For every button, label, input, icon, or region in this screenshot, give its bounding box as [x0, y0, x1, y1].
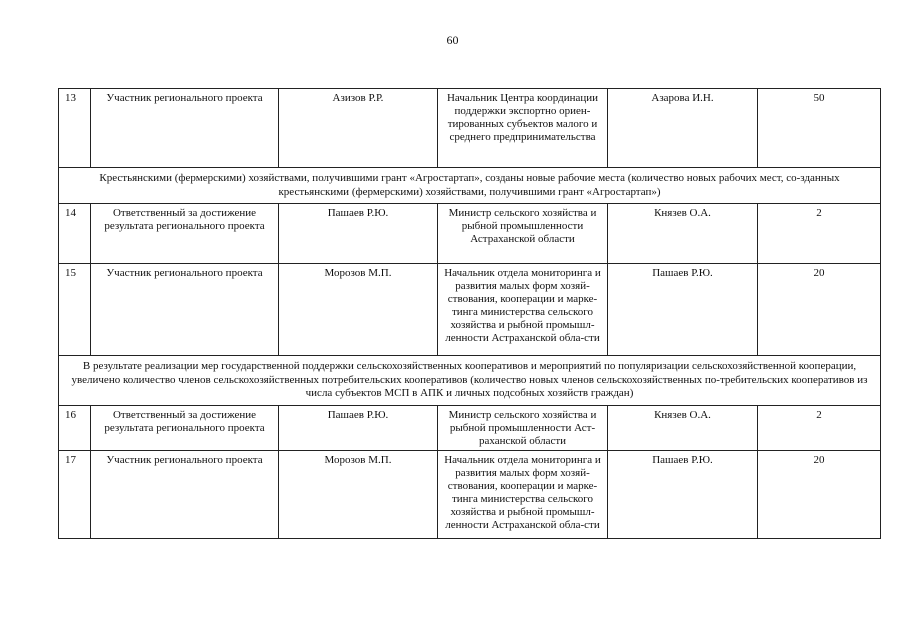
- role-cell: Участник регионального проекта: [91, 450, 279, 538]
- section-heading: В результате реализации мер государственной поддержки сельскохозяйственных кооперативов и мероприятий по популяризации сельскохозяйственной кооперации, увеличено количество членов сельскохозяйственных потребительских кооперативов (количество новых членов сельскохозяйственных по-требительских кооперативов из числа субъектов МСП в АПК и личных подсобных хозяйств граждан): [59, 356, 881, 406]
- role-cell: Участник регионального проекта: [91, 89, 279, 168]
- row-number: 15: [59, 264, 91, 356]
- name-cell: Пашаев Р.Ю.: [279, 405, 438, 450]
- table-row: [59, 204, 881, 264]
- value-cell: 20: [758, 450, 881, 538]
- position-cell: Начальник отдела мониторинга и развития малых форм хозяй-ствования, кооперации и марке-тинга министерства сельского хозяйства и рыбной промышл-ленности Астраханской обла-сти: [438, 450, 608, 538]
- responsibility-table: [58, 88, 881, 539]
- value-cell: 50: [758, 89, 881, 168]
- name-cell: Пашаев Р.Ю.: [279, 204, 438, 264]
- section-heading-row: [59, 168, 881, 204]
- value-cell: 2: [758, 405, 881, 450]
- table-row: [59, 450, 881, 538]
- position-cell: Начальник отдела мониторинга и развития малых форм хозяй-ствования, кооперации и марке-тинга министерства сельского хозяйства и рыбной промышл-ленности Астраханской обла-сти: [438, 264, 608, 356]
- role-cell: Ответственный за достижение результата регионального проекта: [91, 405, 279, 450]
- supervisor-cell: Пашаев Р.Ю.: [608, 264, 758, 356]
- position-cell: Начальник Центра координации поддержки экспортно ориен-тированных субъектов малого и среднего предпринимательства: [438, 89, 608, 168]
- supervisor-cell: Азарова И.Н.: [608, 89, 758, 168]
- row-number: 14: [59, 204, 91, 264]
- position-cell: Министр сельского хозяйства и рыбной промышленности Астраханской области: [438, 204, 608, 264]
- position-cell: Министр сельского хозяйства и рыбной промышленности Аст-раханской области: [438, 405, 608, 450]
- supervisor-cell: Князев О.А.: [608, 405, 758, 450]
- page-number: 60: [446, 33, 459, 47]
- role-cell: Участник регионального проекта: [91, 264, 279, 356]
- row-number: 16: [59, 405, 91, 450]
- supervisor-cell: Пашаев Р.Ю.: [608, 450, 758, 538]
- value-cell: 20: [758, 264, 881, 356]
- name-cell: Морозов М.П.: [279, 450, 438, 538]
- name-cell: Морозов М.П.: [279, 264, 438, 356]
- table-row: [59, 405, 881, 450]
- table-row: [59, 89, 881, 168]
- name-cell: Азизов Р.Р.: [279, 89, 438, 168]
- row-number: 13: [59, 89, 91, 168]
- table-row: [59, 264, 881, 356]
- row-number: 17: [59, 450, 91, 538]
- supervisor-cell: Князев О.А.: [608, 204, 758, 264]
- section-heading: Крестьянскими (фермерскими) хозяйствами, получившими грант «Агростартап», созданы новые рабочие места (количество новых рабочих мест, со-зданных крестьянскими (фермерскими) хозяйствами, получившими грант «Агростартап»): [59, 168, 881, 204]
- role-cell: Ответственный за достижение результата регионального проекта: [91, 204, 279, 264]
- section-heading-row: [59, 356, 881, 406]
- value-cell: 2: [758, 204, 881, 264]
